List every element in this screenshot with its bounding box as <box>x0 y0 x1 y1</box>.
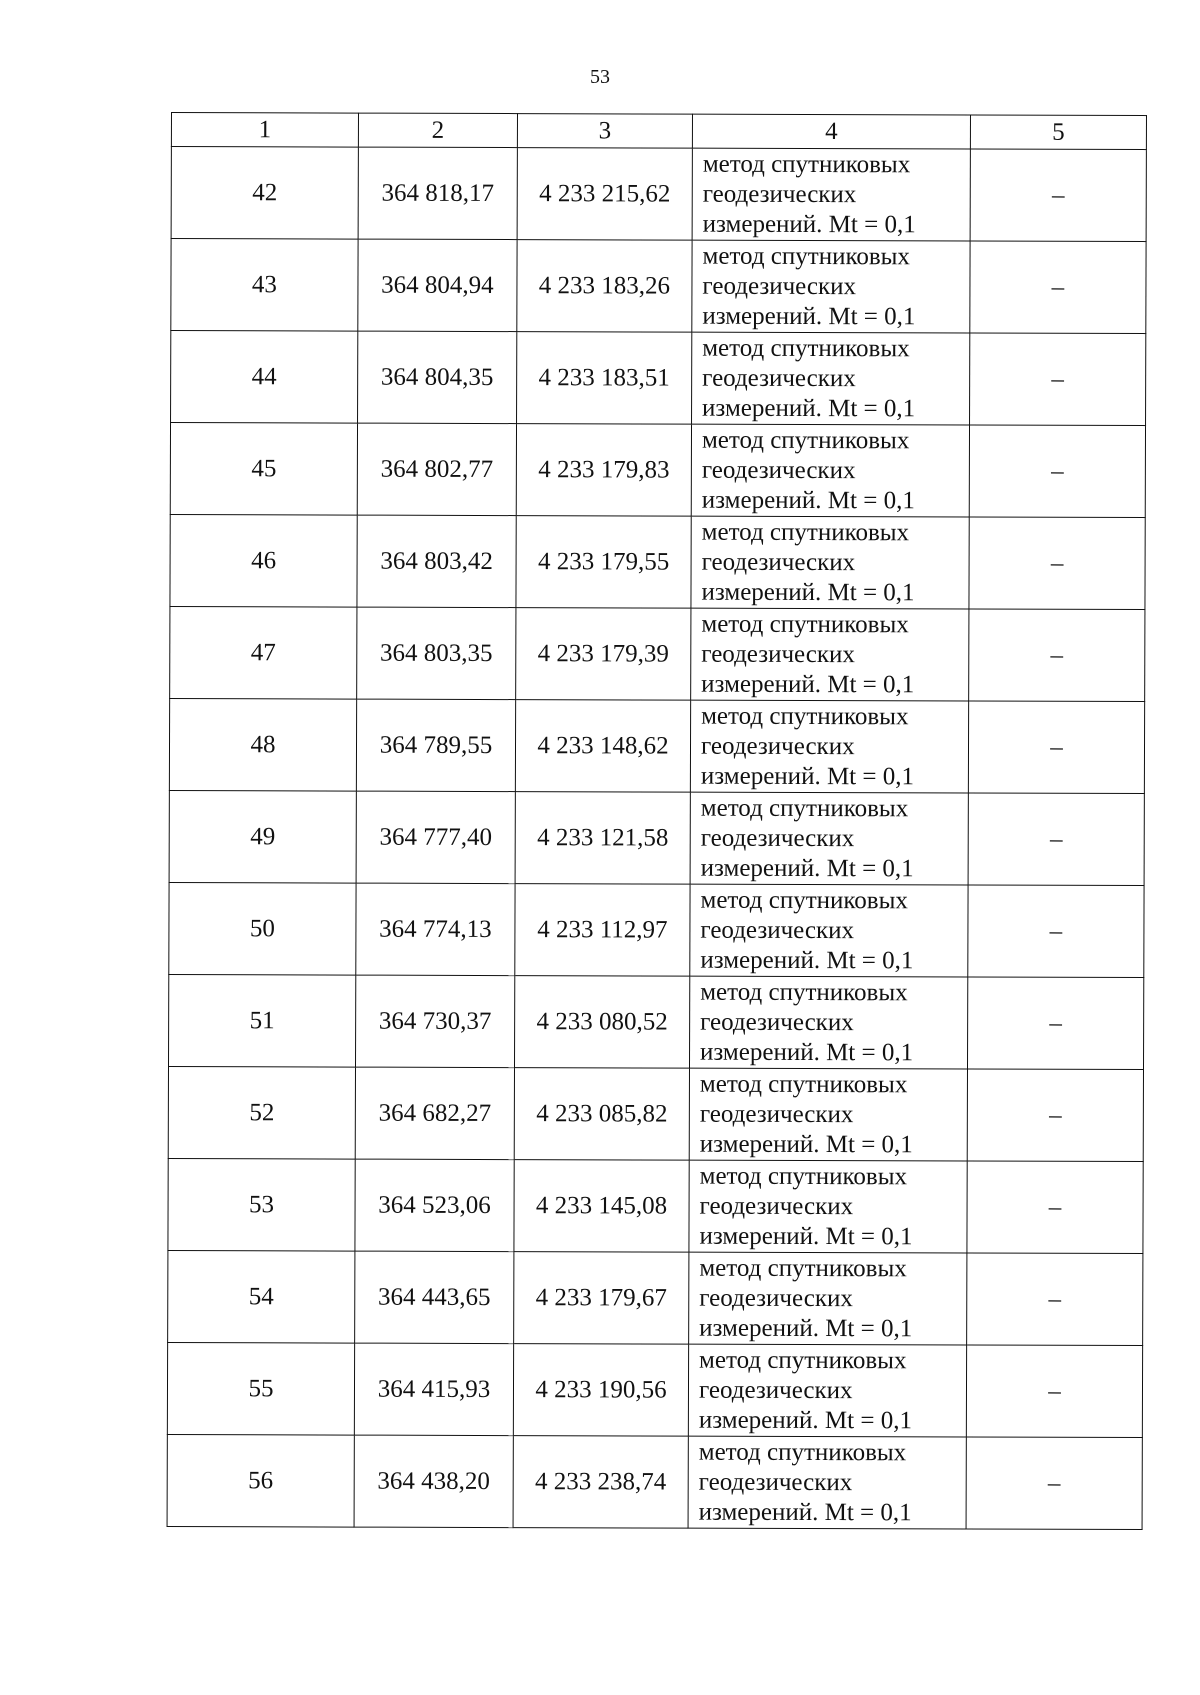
table-row <box>169 882 1144 977</box>
method-text-line: метод спутниковых <box>698 1438 907 1466</box>
y-coordinate-cell: 4 233 215,62 <box>517 148 692 241</box>
method-text-line: измерений. Mt = 0,1 <box>702 394 916 422</box>
method-text-line: измерений. Mt = 0,1 <box>701 578 915 606</box>
method-text-line: метод спутниковых <box>701 518 910 546</box>
column-header-3: 3 <box>517 114 692 149</box>
point-number-cell: 47 <box>170 606 357 699</box>
method-cell <box>692 332 970 425</box>
note-cell: – <box>970 241 1146 334</box>
x-coordinate-cell: 364 802,77 <box>357 423 516 515</box>
method-cell <box>689 1068 967 1161</box>
table-row <box>167 1342 1142 1437</box>
method-text-line: измерений. Mt = 0,1 <box>700 854 914 882</box>
method-text-line: геодезических <box>699 1100 854 1128</box>
point-number-cell: 49 <box>169 790 356 883</box>
x-coordinate-cell: 364 415,93 <box>354 1343 513 1435</box>
method-text-line: геодезических <box>701 456 856 484</box>
method-text-line: измерений. Mt = 0,1 <box>702 210 916 238</box>
method-cell <box>691 424 969 517</box>
table-header-row <box>171 113 1146 150</box>
y-coordinate-cell: 4 233 183,26 <box>517 240 692 333</box>
note-cell: – <box>970 333 1146 426</box>
note-cell: – <box>966 1437 1142 1530</box>
coordinates-table <box>167 112 1147 1530</box>
method-text-line: геодезических <box>702 272 857 300</box>
x-coordinate-cell: 364 523,06 <box>355 1159 514 1251</box>
y-coordinate-cell: 4 233 112,97 <box>515 884 690 977</box>
method-cell <box>690 792 968 885</box>
method-cell <box>688 1436 966 1529</box>
note-cell: – <box>966 1345 1142 1438</box>
method-text-line: геодезических <box>700 1008 854 1036</box>
y-coordinate-cell: 4 233 179,39 <box>516 608 691 701</box>
method-text-line: геодезических <box>699 1192 854 1220</box>
table-row <box>170 423 1145 518</box>
point-number-cell: 45 <box>170 423 357 516</box>
y-coordinate-cell: 4 233 179,83 <box>516 424 691 517</box>
point-number-cell: 52 <box>168 1066 355 1159</box>
method-text-line: метод спутниковых <box>700 886 908 914</box>
method-text-line: измерений. Mt = 0,1 <box>699 1130 913 1158</box>
table-body <box>167 147 1146 1530</box>
x-coordinate-cell: 364 804,35 <box>358 331 517 423</box>
x-coordinate-cell: 364 803,35 <box>357 607 516 699</box>
method-text-line: метод спутниковых <box>700 978 908 1006</box>
method-cell <box>692 148 970 241</box>
note-cell: – <box>969 609 1145 702</box>
x-coordinate-cell: 364 443,65 <box>355 1251 514 1343</box>
x-coordinate-cell: 364 803,42 <box>357 515 516 607</box>
table-row <box>169 698 1144 793</box>
method-text-line: измерений. Mt = 0,1 <box>699 1314 913 1342</box>
method-text-line: геодезических <box>698 1376 853 1404</box>
table-row <box>169 974 1144 1069</box>
y-coordinate-cell: 4 233 145,08 <box>514 1160 689 1253</box>
method-cell <box>690 884 968 977</box>
point-number-cell: 54 <box>168 1250 355 1343</box>
note-cell: – <box>969 425 1145 518</box>
point-number-cell: 46 <box>170 514 357 607</box>
point-number-cell: 53 <box>168 1158 355 1251</box>
method-text-line: геодезических <box>700 824 855 852</box>
note-cell: – <box>969 517 1145 610</box>
note-cell: – <box>967 1253 1143 1346</box>
point-number-cell: 50 <box>169 882 356 975</box>
y-coordinate-cell: 4 233 179,67 <box>514 1252 689 1345</box>
note-cell: – <box>968 701 1144 794</box>
method-text-line: метод спутниковых <box>699 1346 907 1374</box>
method-text-line: измерений. Mt = 0,1 <box>701 486 915 514</box>
y-coordinate-cell: 4 233 179,55 <box>516 516 691 609</box>
table-row <box>167 1434 1142 1529</box>
note-cell: – <box>968 885 1144 978</box>
point-number-cell: 56 <box>167 1434 354 1527</box>
note-cell: – <box>970 149 1146 242</box>
column-header-5: 5 <box>970 115 1146 150</box>
point-number-cell: 44 <box>171 331 358 424</box>
x-coordinate-cell: 364 818,17 <box>358 147 517 239</box>
point-number-cell: 43 <box>171 239 358 332</box>
method-text-line: измерений. Mt = 0,1 <box>701 670 915 698</box>
method-cell <box>690 700 968 793</box>
method-text-line: метод спутниковых <box>702 242 910 270</box>
table-row <box>169 790 1144 885</box>
method-text-line: метод спутниковых <box>702 150 911 178</box>
method-cell <box>689 1252 967 1345</box>
point-number-cell: 48 <box>169 698 356 791</box>
y-coordinate-cell: 4 233 183,51 <box>517 332 692 425</box>
y-coordinate-cell: 4 233 085,82 <box>514 1068 689 1161</box>
method-text-line: геодезических <box>701 548 856 576</box>
method-text-line: геодезических <box>698 1468 853 1496</box>
method-text-line: метод спутниковых <box>701 610 909 638</box>
note-cell: – <box>967 1069 1143 1162</box>
method-text-line: метод спутниковых <box>700 794 909 822</box>
method-text-line: измерений. Mt = 0,1 <box>700 762 915 790</box>
table-row <box>171 147 1146 242</box>
method-text-line: измерений. Mt = 0,1 <box>702 302 916 330</box>
table-row <box>170 606 1145 701</box>
column-header-1: 1 <box>171 113 358 148</box>
method-cell <box>691 516 969 609</box>
x-coordinate-cell: 364 777,40 <box>356 791 515 883</box>
point-number-cell: 55 <box>167 1342 354 1435</box>
method-cell <box>688 1344 966 1437</box>
column-header-2: 2 <box>358 113 517 147</box>
x-coordinate-cell: 364 804,94 <box>358 239 517 331</box>
method-text-line: измерений. Mt = 0,1 <box>698 1406 913 1434</box>
y-coordinate-cell: 4 233 238,74 <box>513 1436 688 1529</box>
method-text-line: геодезических <box>699 1284 853 1312</box>
x-coordinate-cell: 364 682,27 <box>355 1067 514 1159</box>
method-text-line: геодезических <box>701 640 855 668</box>
x-coordinate-cell: 364 774,13 <box>356 883 515 975</box>
method-text-line: геодезических <box>700 916 855 944</box>
table-row <box>170 514 1145 609</box>
x-coordinate-cell: 364 438,20 <box>354 1435 513 1527</box>
column-header-4: 4 <box>692 114 970 149</box>
y-coordinate-cell: 4 233 190,56 <box>513 1344 688 1437</box>
method-cell <box>689 1160 967 1253</box>
x-coordinate-cell: 364 789,55 <box>356 699 515 791</box>
note-cell: – <box>968 793 1144 886</box>
method-text-line: геодезических <box>702 364 856 392</box>
method-cell <box>689 976 967 1069</box>
table-row <box>171 239 1146 334</box>
method-text-line: геодезических <box>700 732 855 760</box>
table-row <box>168 1250 1143 1345</box>
table-row <box>171 331 1146 426</box>
method-cell <box>692 240 970 333</box>
method-text-line: измерений. Mt = 0,1 <box>699 1222 913 1250</box>
note-cell: – <box>967 977 1143 1070</box>
method-cell <box>691 608 969 701</box>
table-row <box>168 1066 1143 1161</box>
method-text-line: метод спутниковых <box>701 426 910 454</box>
page-number: 53 <box>590 66 610 88</box>
y-coordinate-cell: 4 233 080,52 <box>514 976 689 1069</box>
method-text-line: метод спутниковых <box>699 1162 908 1190</box>
table-row <box>168 1158 1143 1253</box>
y-coordinate-cell: 4 233 121,58 <box>515 792 690 885</box>
method-text-line: измерений. Mt = 0,1 <box>698 1498 912 1526</box>
method-text-line: метод спутниковых <box>699 1254 907 1282</box>
method-text-line: измерений. Mt = 0,1 <box>700 946 914 974</box>
method-text-line: метод спутниковых <box>702 334 910 362</box>
method-text-line: метод спутниковых <box>699 1070 908 1098</box>
y-coordinate-cell: 4 233 148,62 <box>515 700 690 793</box>
x-coordinate-cell: 364 730,37 <box>356 975 515 1067</box>
point-number-cell: 42 <box>171 147 358 240</box>
method-text-line: измерений. Mt = 0,1 <box>700 1038 914 1066</box>
note-cell: – <box>967 1161 1143 1254</box>
point-number-cell: 51 <box>169 974 356 1067</box>
method-text-line: геодезических <box>702 180 857 208</box>
method-text-line: метод спутниковых <box>701 702 909 730</box>
